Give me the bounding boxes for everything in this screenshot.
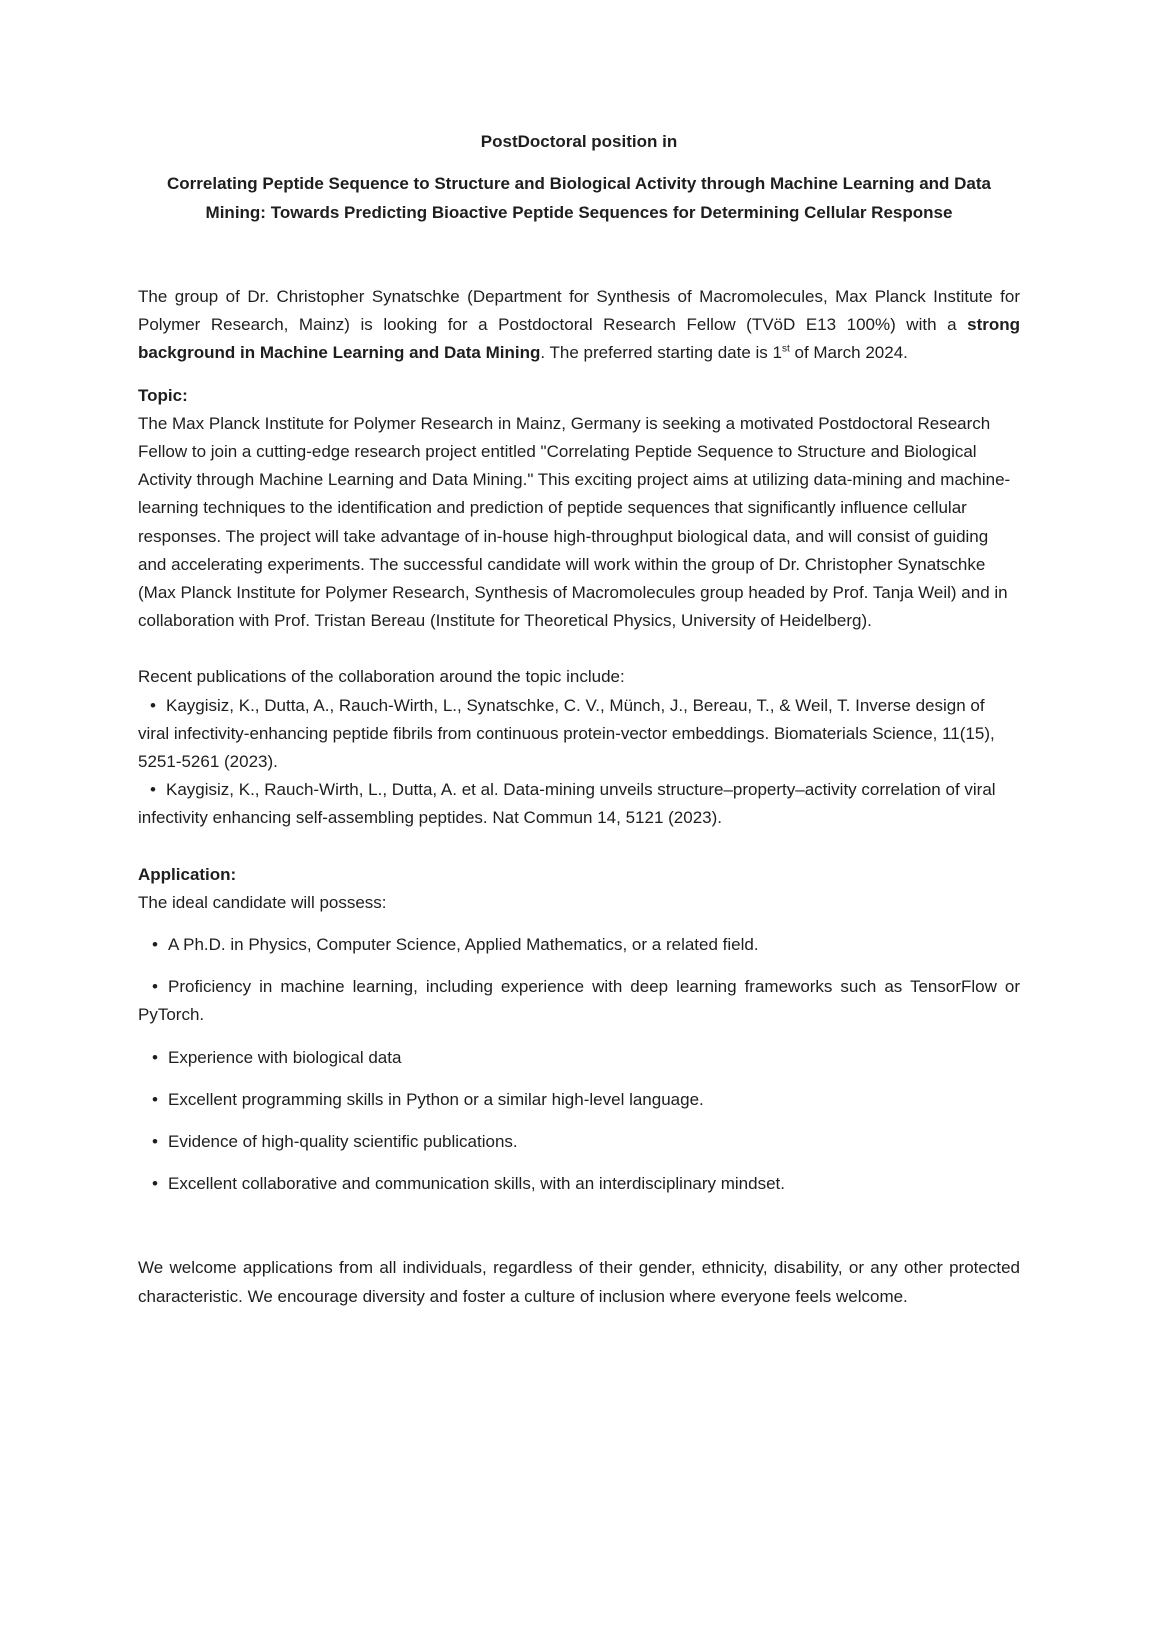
bullet-icon: • <box>150 695 156 715</box>
requirement-text: Evidence of high-quality scientific publications. <box>168 1132 518 1152</box>
requirement-text: Excellent programming skills in Python or a similar high-level language. <box>168 1089 704 1109</box>
intro-text-start: The group of Dr. Christopher Synatschke (Department for Synthesis of Macromolecules, Max Planck Institute for Polymer Research, Mainz) is looking for a Postdoctoral Research Fellow (TVöD E13 100%) with a <box>138 287 1020 335</box>
bullet-icon: • <box>152 1089 158 1109</box>
requirement-text: Excellent collaborative and communication skills, with an interdisciplinary mindset. <box>168 1174 785 1194</box>
requirement-text: Proficiency in machine learning, including experience with deep learning frameworks such as TensorFlow or PyTorch. <box>138 977 1020 1025</box>
intro-paragraph <box>138 283 1020 368</box>
requirement-item <box>138 931 1020 959</box>
requirement-text: Experience with biological data <box>168 1047 402 1067</box>
closing-paragraph: We welcome applications from all individuals, regardless of their gender, ethnicity, disability, or any other protected characteristic. We encourage diversity and foster a culture of inclusion where everyone feels welcome. <box>138 1258 1020 1306</box>
bullet-icon: • <box>152 1174 158 1194</box>
bullet-icon: • <box>150 780 156 800</box>
bullet-icon: • <box>152 935 158 955</box>
requirement-text: A Ph.D. in Physics, Computer Science, Applied Mathematics, or a related field. <box>168 935 759 955</box>
position-heading: PostDoctoral position in <box>480 132 678 151</box>
intro-superscript: st <box>781 343 790 355</box>
requirements-list <box>138 931 1020 1198</box>
intro-text-middle: . The preferred starting date is 1 <box>540 343 782 363</box>
requirement-item <box>138 1044 1020 1072</box>
requirement-item <box>138 1128 1020 1156</box>
application-label: Application: <box>138 864 237 884</box>
requirement-item <box>138 1086 1020 1114</box>
bullet-icon: • <box>152 1132 158 1152</box>
publication-item <box>138 692 1020 777</box>
publications-intro: Recent publications of the collaboration around the topic include: <box>138 667 625 687</box>
requirement-item <box>138 973 1020 1029</box>
publication-item <box>138 776 1020 832</box>
publication-text: Kaygisiz, K., Dutta, A., Rauch-Wirth, L., Synatschke, C. V., Münch, J., Bereau, T., & Weil, T. Inverse design of viral infectivity-enhancing peptide fibrils from continuous protein-vector embeddings. Biomaterials Science, 11(15), 5251-5261 (2023). <box>138 695 995 772</box>
topic-paragraph: The Max Planck Institute for Polymer Research in Mainz, Germany is seeking a motivated Postdoctoral Research Fellow to join a cutting-edge research project entitled "Correlating Peptide Sequence to Structure and Biological Activity through Machine Learning and Data Mining." This exciting project aims at utilizing data-mining and machine-learning techniques to the identification and prediction of peptide sequences that significantly influence cellular responses. The project will take advantage of in-house high-throughput biological data, and will consist of guiding and accelerating experiments. The successful candidate will work within the group of Dr. Christopher Synatschke (Max Planck Institute for Polymer Research, Synthesis of Macromolecules group headed by Prof. Tanja Weil) and in collaboration with Prof. Tristan Bereau (Institute for Theoretical Physics, University of Heidelberg). <box>138 413 1011 631</box>
bullet-icon: • <box>152 1047 158 1067</box>
intro-bold-text: strong background in Machine Learning and Data Mining <box>138 315 1020 363</box>
document-body <box>138 128 1020 1311</box>
publication-text: Kaygisiz, K., Rauch-Wirth, L., Dutta, A. et al. Data-mining unveils structure–property–activity correlation of viral infectivity enhancing self-assembling peptides. Nat Commun 14, 5121 (2023). <box>138 780 996 828</box>
bullet-icon: • <box>152 977 158 997</box>
intro-text-end: of March 2024. <box>789 343 908 363</box>
application-intro: The ideal candidate will possess: <box>138 892 387 912</box>
position-title: Correlating Peptide Sequence to Structure and Biological Activity through Machine Learning and Data Mining: Towards Predicting Bioactive Peptide Sequences for Determining Cellular Response <box>167 174 991 222</box>
topic-label: Topic: <box>138 385 188 405</box>
requirement-item <box>138 1170 1020 1198</box>
